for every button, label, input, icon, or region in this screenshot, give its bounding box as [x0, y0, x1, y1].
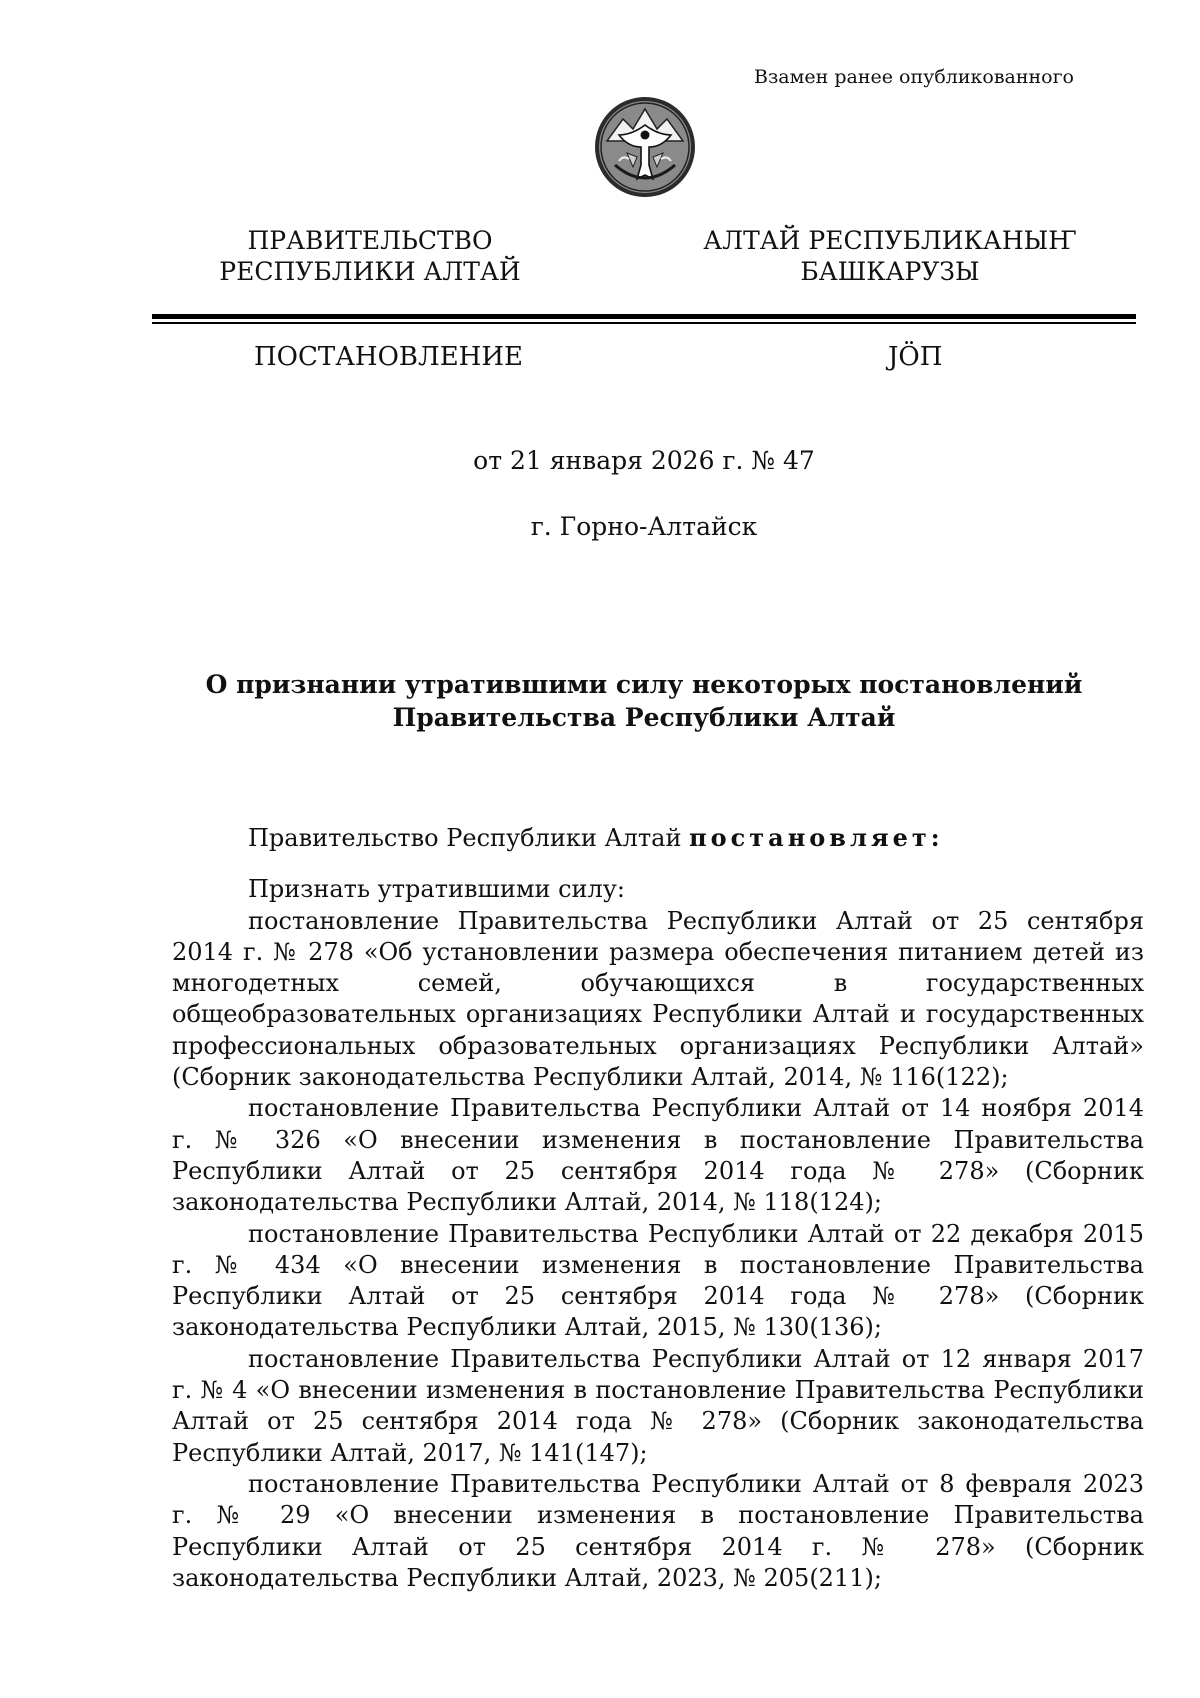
document-type-altai: JӦП	[888, 342, 943, 372]
coat-of-arms-icon	[593, 95, 697, 199]
repeal-list-heading: Признать утратившими силу:	[248, 875, 626, 904]
repeal-clause: постановление Правительства Республики Алтай от 12 января 2017 г. № 4 «О внесении изменения в постановление Правительства Республики Алтай от 25 сентября 2014 года № 278» (Сборник законодательства Республики Алтай, 2017, № 141(147);	[172, 1344, 1144, 1467]
document-type-russian: ПОСТАНОВЛЕНИЕ	[254, 342, 524, 372]
repeal-clause: постановление Правительства Республики Алтай от 25 сентября 2014 г. № 278 «Об установлении размера обеспечения питанием детей из многодетных семей, обучающихся в государственных общеобразовательных организациях Республики Алтай и государственных профессиональных образовательных организациях Республики Алтай» (Сборник законодательства Республики Алтай, 2014, № 116(122);	[172, 906, 1144, 1092]
repeal-clause: постановление Правительства Республики Алтай от 8 февраля 2023 г. № 29 «О внесении изменения в постановление Правительства Республики Алтай от 25 сентября 2014 г. № 278» (Сборник законодательства Республики Алтай, 2023, № 205(211);	[172, 1469, 1144, 1592]
document-title: О признании утратившими силу некоторых постановлений Правительства Республики Алтай	[205, 670, 1083, 732]
document-place: г. Горно-Алтайск	[530, 512, 758, 541]
header-divider-thin	[152, 322, 1136, 324]
resolution-verb: постановляет:	[689, 823, 944, 852]
government-name-altai	[700, 225, 1080, 287]
government-name-line: РЕСПУБЛИКИ АЛТАЙ	[219, 257, 521, 286]
republished-notice: Взамен ранее опубликованного	[753, 66, 1074, 88]
repeal-clause: постановление Правительства Республики Алтай от 14 ноября 2014 г. № 326 «О внесении изменения в постановление Правительства Республики Алтай от 25 сентября 2014 года № 278» (Сборник законодательства Республики Алтай, 2014, № 118(124);	[172, 1094, 1144, 1217]
government-name-line: БАШКАРУЗЫ	[800, 257, 980, 286]
government-name-line: ПРАВИТЕЛЬСТВО	[247, 226, 493, 255]
government-name-line: АЛТАЙ РЕСПУБЛИКАНЫҤ	[703, 226, 1077, 255]
document-date-number: от 21 января 2026 г. № 47	[473, 446, 815, 475]
resolution-intro	[172, 822, 1144, 854]
resolution-intro-text: Правительство Республики Алтай	[248, 824, 682, 852]
repeal-clause: постановление Правительства Республики Алтай от 22 декабря 2015 г. № 434 «О внесении изменения в постановление Правительства Республики Алтай от 25 сентября 2014 года № 278» (Сборник законодательства Республики Алтай, 2015, № 130(136);	[172, 1219, 1144, 1342]
government-name-russian	[180, 225, 560, 287]
header-divider-thick	[152, 314, 1136, 319]
document-body	[172, 822, 1144, 1594]
